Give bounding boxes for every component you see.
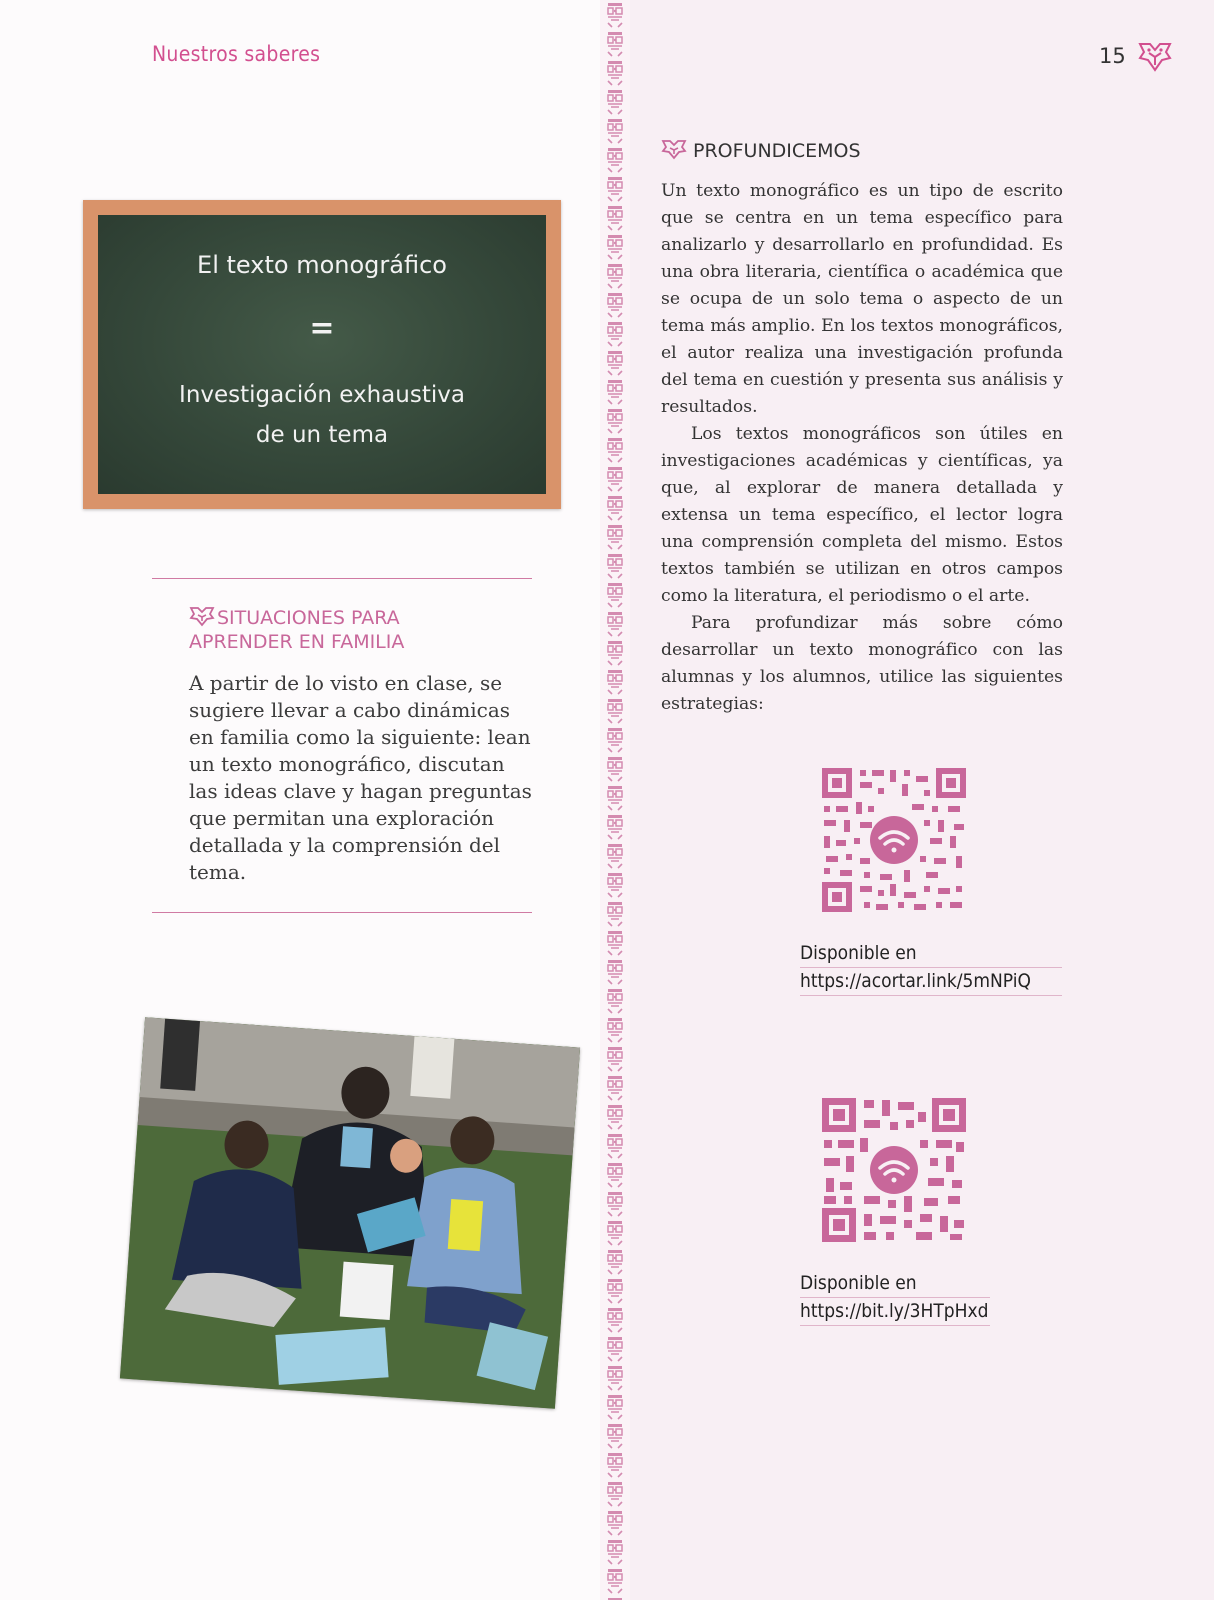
family-box-bottom-rule [152, 912, 532, 913]
family-heading-line2: APRENDER EN FAMILIA [189, 631, 405, 653]
page-number: 15 [1099, 44, 1126, 68]
qr-code-icon[interactable] [820, 766, 968, 914]
decorative-border [600, 0, 630, 1600]
body-paragraph: Los textos monográficos son útiles en investigaciones académicas y científicas, ya que, al explorar de manera detallada y extensa un tema específico, el lector logra una comprensión completa del mismo. Estos textos también se utilizan en otros campos como la literatura, el periodismo o el arte. [661, 424, 1063, 606]
section-title: Nuestros saberes [152, 42, 321, 66]
chalkboard-definition [98, 375, 546, 455]
pre-hispanic-ornament-icon [189, 605, 215, 627]
link-url[interactable]: https://bit.ly/3HTpHxd [800, 1298, 990, 1326]
link-label: Disponible en [800, 1270, 990, 1298]
chalkboard-equals: = [309, 311, 335, 346]
chalkboard-title: El texto monográfico [197, 251, 447, 279]
family-section-body: A partir de lo visto en clase, se sugiere llevar a cabo dinámicas en familia como la siguiente: lean un texto monográfico, discutan las ideas clave y hagan preguntas que permitan una exploración detallada y la comprensión del tema. [189, 671, 532, 884]
link-caption-2 [800, 1270, 990, 1326]
profundicemos-body [661, 178, 1063, 718]
chalkboard-surface [98, 215, 546, 494]
link-label: Disponible en [800, 940, 1062, 968]
qr-code-icon[interactable] [820, 1096, 968, 1244]
profundicemos-heading [661, 138, 861, 162]
profundicemos-title: PROFUNDICEMOS [693, 140, 861, 162]
body-paragraph: Para profundizar más sobre cómo desarrollar un texto monográfico con las alumnas y los alumnos, utilice las siguientes estrategias: [661, 613, 1063, 714]
family-box-top-rule [152, 578, 532, 579]
link-url[interactable]: https://acortar.link/5mNPiQ [800, 968, 1062, 996]
pre-hispanic-ornament-icon [661, 138, 687, 160]
chalkboard-definition-line2: de un tema [255, 422, 389, 448]
family-heading-line1: SITUACIONES PARA [217, 607, 400, 629]
family-reading-photo [120, 1017, 580, 1409]
chalkboard-definition-line1: Investigación exhaustiva [179, 382, 465, 408]
family-section-heading [189, 605, 529, 654]
chalkboard-illustration [83, 200, 561, 509]
link-caption-1 [800, 940, 1062, 996]
body-paragraph: Un texto monográfico es un tipo de escrito que se centra en un tema específico para analizarlo y desarrollarlo en profundidad. Es una obra literaria, científica o académica que se ocupa de un solo tema o aspecto de un tema más amplio. En los textos monográficos, el autor realiza una investigación profunda del tema en cuestión y presenta sus análisis y resultados. [661, 181, 1063, 417]
pre-hispanic-ornament-icon [1136, 38, 1174, 76]
